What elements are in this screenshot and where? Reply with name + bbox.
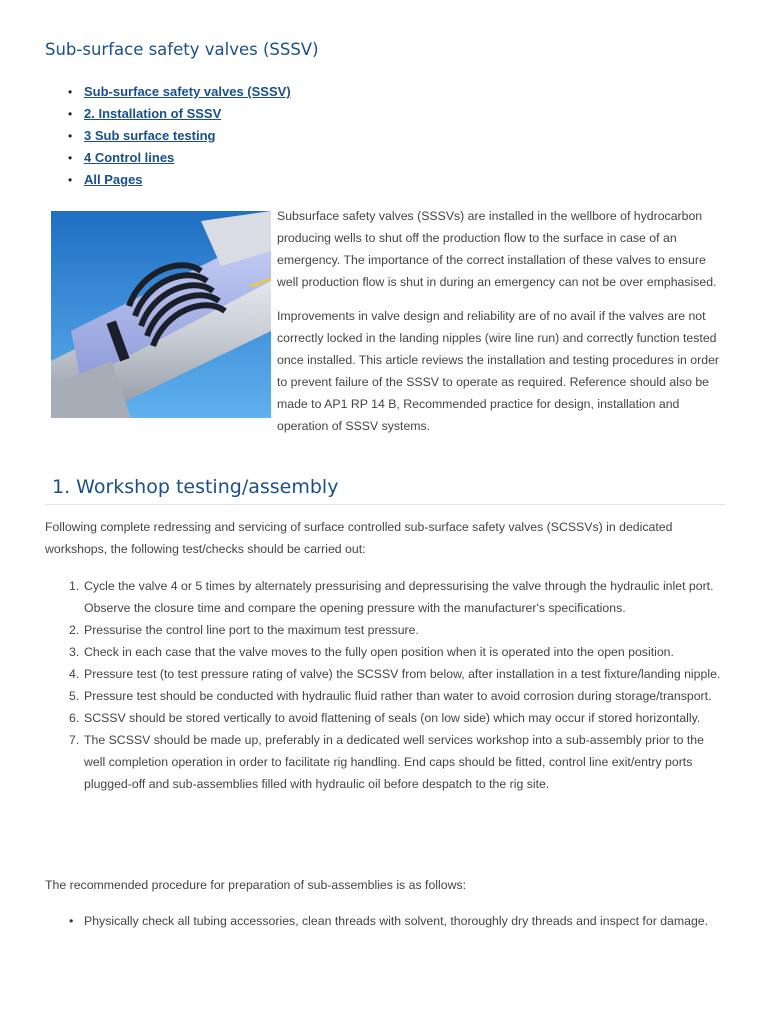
- page-title: Sub-surface safety valves (SSSV): [45, 40, 319, 59]
- table-of-contents: [64, 82, 291, 192]
- intro-paragraph-1: Subsurface safety valves (SSSVs) are installed in the wellbore of hydrocarbon producing wells to shut off the production flow to the surface in case of an emergency. The importance of the correct installation of these valves to ensure well production flow is shut in during an emergency can not be over emphasised.: [277, 209, 717, 289]
- toc-link-installation[interactable]: 2. Installation of SSSV: [84, 106, 222, 121]
- list-item-text: Cycle the valve 4 or 5 times by alternately pressurising and depressurising the valve through the hydraulic inlet port. Observe the closure time and compare the opening pressure with the manufacturer's specifications.: [84, 579, 714, 615]
- list-number: 5.: [69, 689, 80, 703]
- workshop-steps-list: [45, 575, 725, 795]
- list-item-text: Pressure test (to test pressure rating of valve) the SCSSV from below, after installation in a test fixture/landing nipple.: [84, 667, 721, 681]
- list-item: [45, 575, 725, 619]
- list-number: 7.: [69, 733, 80, 747]
- list-number: 1.: [69, 579, 80, 593]
- list-item-text: Pressure test should be conducted with hydraulic fluid rather than water to avoid corrosion during storage/transport.: [84, 689, 712, 703]
- list-item: • Physically check all tubing accessories, clean threads with solvent, thoroughly dry threads and inspect for damage.: [45, 910, 725, 932]
- list-item-text: Pressurise the control line port to the maximum test pressure.: [84, 623, 419, 637]
- list-number: 4.: [69, 667, 80, 681]
- intro-paragraph-2: Improvements in valve design and reliability are of no avail if the valves are not correctly locked in the landing nipples (wire line run) and correctly function tested once installed. This article reviews the installation and testing procedures in order to prevent failure of the SSSV to operate as required. Reference should also be made to AP1 RP 14 B, Recommended practice for design, installation and operation of SSSV systems.: [277, 309, 720, 433]
- sssv-cutaway-image: [51, 211, 271, 418]
- toc-item: [64, 82, 291, 104]
- list-item: [45, 707, 725, 729]
- toc-item: [64, 104, 291, 126]
- list-item: [45, 729, 725, 795]
- procedure-lead-paragraph: The recommended procedure for preparation of sub-assemblies is as follows:: [45, 878, 467, 892]
- toc-item: [64, 170, 291, 192]
- list-item-text: SCSSV should be stored vertically to avoid flattening of seals (on low side) which may occur if stored horizontally.: [84, 711, 701, 725]
- list-item-text: Check in each case that the valve moves to the fully open position when it is operated into the open position.: [84, 645, 674, 659]
- toc-item: [64, 126, 291, 148]
- list-number: 2.: [69, 623, 80, 637]
- toc-link-testing[interactable]: 3 Sub surface testing: [84, 128, 216, 143]
- section-heading-workshop: [45, 476, 725, 505]
- toc-link-control-lines[interactable]: 4 Control lines: [84, 150, 175, 165]
- list-item: [45, 685, 725, 707]
- list-number: 3.: [69, 645, 80, 659]
- toc-item: [64, 148, 291, 170]
- toc-link-all-pages[interactable]: All Pages: [84, 172, 143, 187]
- intro-section: [45, 205, 725, 449]
- procedure-bullet-list: [45, 910, 725, 932]
- list-item: [45, 663, 725, 685]
- list-number: 6.: [69, 711, 80, 725]
- list-item: [45, 619, 725, 641]
- section-lead-paragraph: Following complete redressing and servicing of surface controlled sub-surface safety valves (SCSSVs) in dedicated workshops, the following test/checks should be carried out:: [45, 520, 673, 556]
- toc-link-sssv[interactable]: Sub-surface safety valves (SSSV): [84, 84, 291, 99]
- list-item-text: The SCSSV should be made up, preferably in a dedicated well services workshop into a sub-assembly prior to the well completion operation in order to facilitate rig handling. End caps should be fitted, control line exit/entry ports plugged-off and sub-assemblies filled with hydraulic oil before despatch to the rig site.: [84, 733, 704, 791]
- list-item: [45, 641, 725, 663]
- section-heading-text: 1. Workshop testing/assembly: [52, 476, 339, 498]
